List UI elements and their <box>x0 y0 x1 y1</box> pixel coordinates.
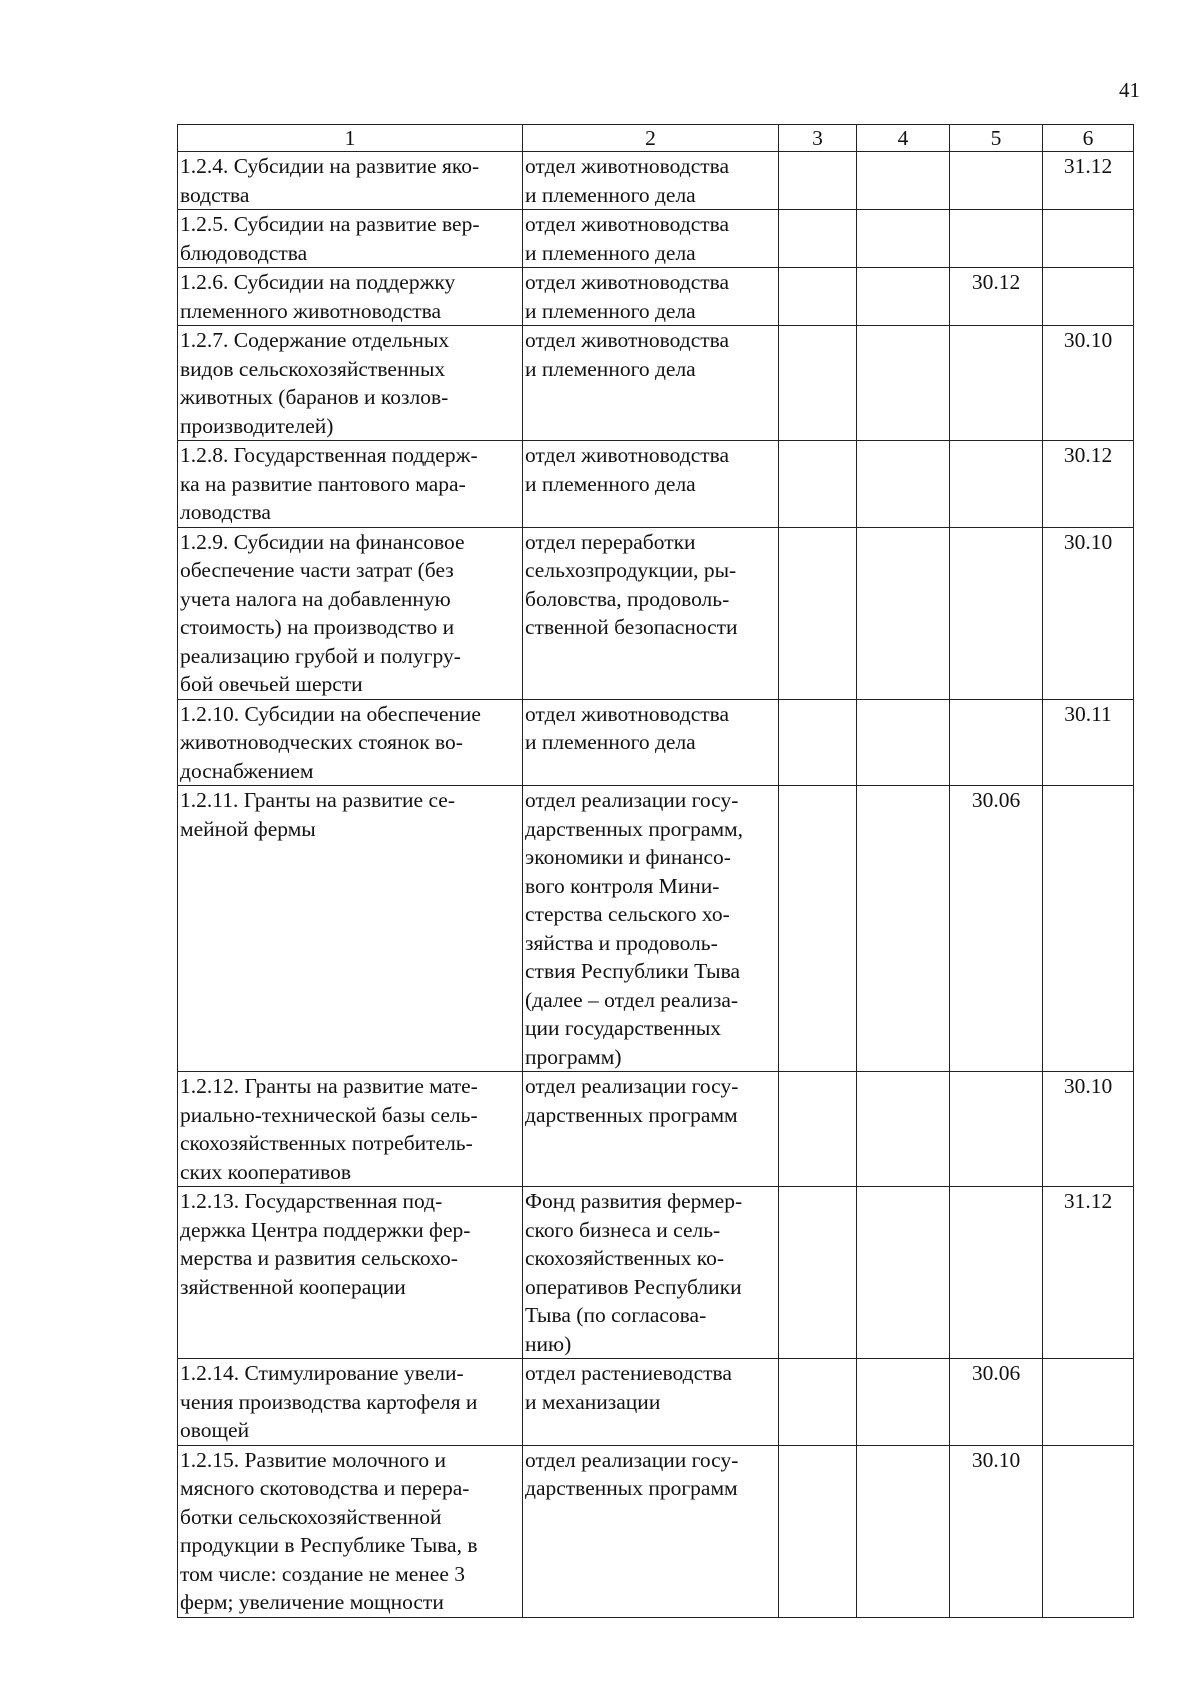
table-row <box>178 699 1134 786</box>
measure-cell <box>178 268 523 326</box>
measure-cell-text: 1.2.12. Гранты на развитие мате- риально-технической базы сель- скохозяйственных потребитель- ских кооперативов <box>180 1074 478 1184</box>
col3-cell <box>779 441 857 528</box>
col6-date-cell <box>1043 210 1134 268</box>
col5-date-cell <box>950 527 1043 699</box>
col4-cell <box>857 1359 950 1446</box>
responsible-cell <box>523 152 779 210</box>
responsible-cell <box>523 527 779 699</box>
col6-date-cell <box>1043 1359 1134 1446</box>
col3-cell <box>779 1187 857 1359</box>
col3-cell <box>779 527 857 699</box>
measure-cell-text: 1.2.11. Гранты на развитие се- мейной фермы <box>180 788 455 841</box>
measure-cell-text: 1.2.7. Содержание отдельных видов сельскохозяйственных животных (баранов и козлов- производителей) <box>180 328 450 438</box>
measure-cell-text: 1.2.8. Государственная поддерж- ка на развитие пантового мара- ловодства <box>180 443 478 524</box>
table-row <box>178 1187 1134 1359</box>
responsible-cell-text: отдел реализации госу- дарственных программ <box>525 1447 739 1500</box>
measure-cell-text: 1.2.14. Стимулирование увели- чения производства картофеля и овощей <box>180 1361 478 1442</box>
col6-date-cell <box>1043 786 1134 1072</box>
table-row <box>178 268 1134 326</box>
header-col-1: 1 <box>178 125 523 152</box>
responsible-cell <box>523 1359 779 1446</box>
table-body <box>178 152 1134 1618</box>
col5-date-cell-text: 30.06 <box>971 1361 1021 1385</box>
col5-date-cell-text: 30.06 <box>971 788 1021 812</box>
col6-date-cell <box>1043 152 1134 210</box>
col6-date-cell-text: 31.12 <box>1063 154 1113 178</box>
table-header <box>178 125 1134 152</box>
col5-date-cell <box>950 1072 1043 1187</box>
measure-cell <box>178 527 523 699</box>
measure-cell-text: 1.2.5. Субсидии на развитие вер- блюдоводства <box>180 212 480 265</box>
col6-date-cell <box>1043 1445 1134 1617</box>
col5-date-cell <box>950 1445 1043 1617</box>
header-col-4: 4 <box>857 125 950 152</box>
responsible-cell-text: отдел животноводства и племенного дела <box>525 154 730 207</box>
col4-cell <box>857 441 950 528</box>
col5-date-cell <box>950 268 1043 326</box>
col6-date-cell <box>1043 441 1134 528</box>
table-row <box>178 210 1134 268</box>
responsible-cell <box>523 326 779 441</box>
col4-cell <box>857 152 950 210</box>
table-row <box>178 1359 1134 1446</box>
col5-date-cell <box>950 210 1043 268</box>
col3-cell <box>779 210 857 268</box>
col5-date-cell-text: 30.10 <box>971 1447 1021 1472</box>
col6-date-cell-text: 30.12 <box>1063 443 1113 467</box>
measure-cell <box>178 1072 523 1187</box>
col6-date-cell <box>1043 326 1134 441</box>
col3-cell <box>779 1359 857 1446</box>
table-row <box>178 441 1134 528</box>
responsible-cell <box>523 441 779 528</box>
responsible-cell-text: отдел животноводства и племенного дела <box>525 443 730 496</box>
col4-cell <box>857 786 950 1072</box>
table-row <box>178 1445 1134 1617</box>
responsible-cell <box>523 699 779 786</box>
table-row <box>178 326 1134 441</box>
responsible-cell <box>523 1072 779 1187</box>
responsible-cell <box>523 1445 779 1617</box>
measure-cell <box>178 441 523 528</box>
responsible-cell-text: отдел животноводства и племенного дела <box>525 212 730 265</box>
col5-date-cell <box>950 1359 1043 1446</box>
measure-cell <box>178 210 523 268</box>
responsible-cell-text: Фонд развития фермер- ского бизнеса и сель- скохозяйственных ко- оперативов Республики Тыва (по согласова- нию) <box>525 1189 743 1356</box>
responsible-cell <box>523 786 779 1072</box>
table-row <box>178 152 1134 210</box>
table-row <box>178 786 1134 1072</box>
col6-date-cell <box>1043 527 1134 699</box>
col4-cell <box>857 1187 950 1359</box>
col5-date-cell <box>950 152 1043 210</box>
col4-cell <box>857 527 950 699</box>
measure-cell <box>178 326 523 441</box>
measure-cell <box>178 152 523 210</box>
responsible-cell <box>523 210 779 268</box>
page-number: 41 <box>1119 78 1140 102</box>
responsible-cell-text: отдел переработки сельхозпродукции, ры- боловства, продоволь- ственной безопасности <box>525 529 738 639</box>
responsible-cell-text: отдел животноводства и племенного дела <box>525 270 730 323</box>
col3-cell <box>779 326 857 441</box>
responsible-cell-text: отдел растениеводства и механизации <box>525 1361 732 1414</box>
col3-cell <box>779 1072 857 1187</box>
col4-cell <box>857 210 950 268</box>
table-row <box>178 1072 1134 1187</box>
measure-cell-text: 1.2.10. Субсидии на обеспечение животноводческих стоянок во- доснабжением <box>180 701 481 783</box>
col3-cell <box>779 1445 857 1617</box>
measure-cell <box>178 786 523 1072</box>
measure-cell <box>178 1359 523 1446</box>
col6-date-cell-text: 30.10 <box>1063 1074 1113 1098</box>
responsible-cell-text: отдел животноводства и племенного дела <box>525 328 730 381</box>
col4-cell <box>857 699 950 786</box>
measure-cell <box>178 1445 523 1617</box>
col6-date-cell-text: 30.10 <box>1063 328 1113 352</box>
col5-date-cell <box>950 699 1043 786</box>
col5-date-cell <box>950 326 1043 441</box>
measure-cell-text: 1.2.15. Развитие молочного и мясного скотоводства и перера- ботки сельскохозяйственной продукции в Республике Тыва, в том числе: создание не менее 3 ферм; увеличение мощности <box>180 1447 478 1614</box>
col4-cell <box>857 268 950 326</box>
col5-date-cell <box>950 1187 1043 1359</box>
header-col-3: 3 <box>779 125 857 152</box>
col4-cell <box>857 1445 950 1617</box>
col6-date-cell <box>1043 268 1134 326</box>
col3-cell <box>779 699 857 786</box>
col3-cell <box>779 268 857 326</box>
measure-cell-text: 1.2.13. Государственная под- держка Центра поддержки фер- мерства и развития сельскохо- зяйственной кооперации <box>180 1189 471 1299</box>
col6-date-cell <box>1043 1072 1134 1187</box>
col3-cell <box>779 152 857 210</box>
col6-date-cell <box>1043 699 1134 786</box>
col6-date-cell-text: 30.11 <box>1064 701 1112 726</box>
table-row <box>178 527 1134 699</box>
col5-date-cell <box>950 786 1043 1072</box>
col5-date-cell <box>950 441 1043 528</box>
col6-date-cell-text: 30.10 <box>1063 529 1113 554</box>
responsible-cell <box>523 1187 779 1359</box>
measure-cell-text: 1.2.9. Субсидии на финансовое обеспечение части затрат (без учета налога на добавленную стоимость) на производство и реализацию грубой и полугру- бой овечьей шерсти <box>180 529 465 696</box>
measure-cell <box>178 1187 523 1359</box>
responsible-cell-text: отдел животноводства и племенного дела <box>525 701 730 754</box>
header-row <box>178 125 1134 152</box>
responsible-cell <box>523 268 779 326</box>
col5-date-cell-text: 30.12 <box>971 270 1021 294</box>
col6-date-cell <box>1043 1187 1134 1359</box>
header-col-5: 5 <box>950 125 1043 152</box>
responsible-cell-text: отдел реализации госу- дарственных программ, экономики и финансо- вого контроля Мини- стерства сельского хо- зяйства и продоволь- ствия Республики Тыва (далее – отдел реализа- ции государственных программ) <box>525 788 744 1069</box>
measure-cell-text: 1.2.4. Субсидии на развитие яко- водства <box>180 154 480 207</box>
col3-cell <box>779 786 857 1072</box>
measure-cell-text: 1.2.6. Субсидии на поддержку племенного животноводства <box>180 270 456 323</box>
responsible-cell-text: отдел реализации госу- дарственных программ <box>525 1074 739 1127</box>
schedule-table <box>177 124 1134 1618</box>
measure-cell <box>178 699 523 786</box>
col4-cell <box>857 326 950 441</box>
col4-cell <box>857 1072 950 1187</box>
col6-date-cell-text: 31.12 <box>1063 1189 1113 1213</box>
header-col-6: 6 <box>1043 125 1134 152</box>
header-col-2: 2 <box>523 125 779 152</box>
